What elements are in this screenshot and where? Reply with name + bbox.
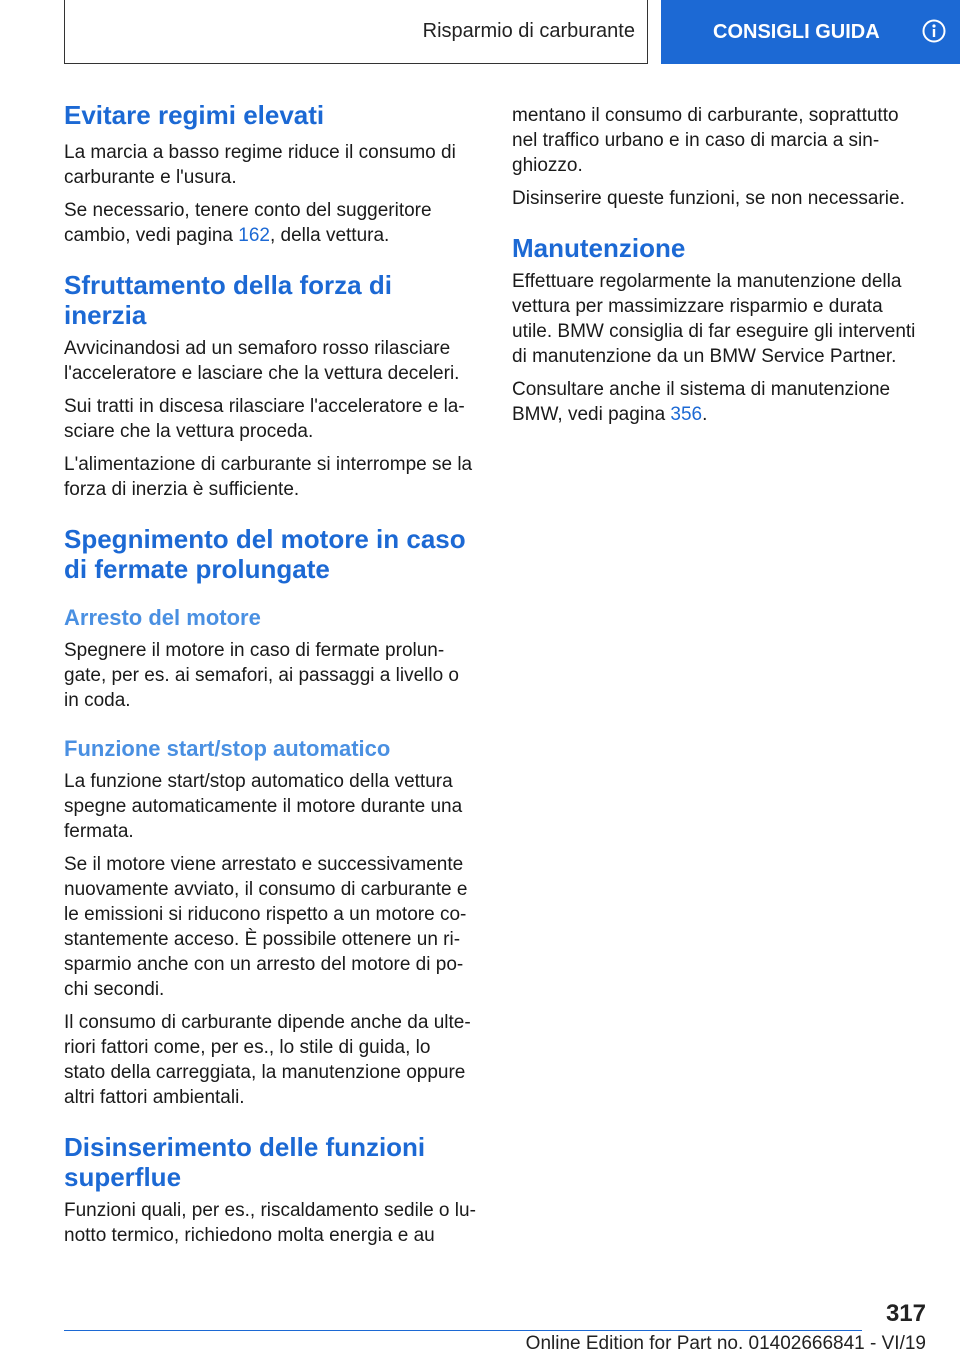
paragraph: Disinserire queste funzioni, se non necessarie. — [512, 188, 905, 209]
paragraph: L'alimentazione di carburante si interrompe se la forza di inerzia è sufficiente. — [64, 454, 473, 500]
paragraph: La funzione start/stop automatico della vettura spegne automaticamente il motore durante una fermata. — [64, 771, 463, 842]
section-title: CONSIGLI GUIDA — [713, 20, 880, 43]
info-circle-icon[interactable] — [922, 19, 946, 43]
footer-divider — [64, 1330, 862, 1331]
paragraph: Funzioni quali, per es., riscaldamento sedile o lunotto termico, richiedono molta energia e au — [64, 1200, 476, 1246]
heading-manutenzione: Manutenzione — [512, 233, 686, 263]
heading-evitare-regimi: Evitare regimi elevati — [64, 100, 325, 130]
subheading-arresto-motore: Arresto del motore — [64, 605, 261, 630]
page-link-356[interactable]: 356 — [670, 404, 703, 425]
right-column — [512, 100, 924, 427]
paragraph: Spegnere il motore in caso di fermate prolungate, per es. ai semafori, ai passaggi a livello o in coda. — [64, 640, 459, 711]
page-link-162[interactable]: 162 — [238, 225, 270, 246]
paragraph: Se il motore viene arrestato e successivamente nuovamente avviato, il consumo di carburante e le emissioni si riducono rispetto a un motore costantemente acceso. È possibile ottenere un risparmio anche con un arresto del motore di pochi secondi. — [64, 854, 468, 1000]
paragraph: mentano il consumo di carburante, soprattutto nel traffico urbano e in caso di marcia a singhiozzo. — [512, 105, 899, 176]
heading-disinserimento-funzioni: Disinserimento delle funzioni superflue — [64, 1132, 426, 1192]
paragraph: Avvicinandosi ad un semaforo rosso rilasciare l'acceleratore e lasciare che la vettura deceleri. — [64, 338, 460, 384]
page-number: 317 — [885, 1300, 926, 1327]
heading-forza-inerzia: Sfruttamento della forza di inerzia — [64, 270, 392, 330]
paragraph: Effettuare regolarmente la manutenzione della vettura per massimizzare risparmio e durata utile. BMW consiglia di far eseguire gli interventi di manutenzione da un BMW Service Partner. — [512, 271, 916, 367]
left-column — [64, 100, 476, 1248]
header-section-tab[interactable] — [661, 0, 960, 64]
paragraph: Consultare anche il sistema di manutenzione BMW, vedi pagina 356. — [512, 379, 891, 425]
footer-edition: Online Edition for Part no. 01402666841 - VI/19 — [525, 1333, 926, 1354]
header-chapter-tab — [64, 0, 648, 64]
heading-spegnimento-motore: Spegnimento del motore in caso di fermate prolungate — [64, 524, 466, 584]
paragraph: La marcia a basso regime riduce il consumo di carburante e l'usura. — [64, 142, 456, 188]
chapter-title: Risparmio di carburante — [422, 20, 635, 42]
paragraph: Il consumo di carburante dipende anche da ulteriori fattori come, per es., lo stile di guida, lo stato della carreggiata, la manutenzione oppure altri fattori ambientali. — [64, 1012, 471, 1108]
paragraph: Sui tratti in discesa rilasciare l'acceleratore e lasciare che la vettura proceda. — [64, 396, 465, 442]
subheading-start-stop: Funzione start/stop automatico — [64, 736, 391, 761]
paragraph: Se necessario, tenere conto del suggeritore cambio, vedi pagina 162, della vettura. — [64, 200, 432, 246]
